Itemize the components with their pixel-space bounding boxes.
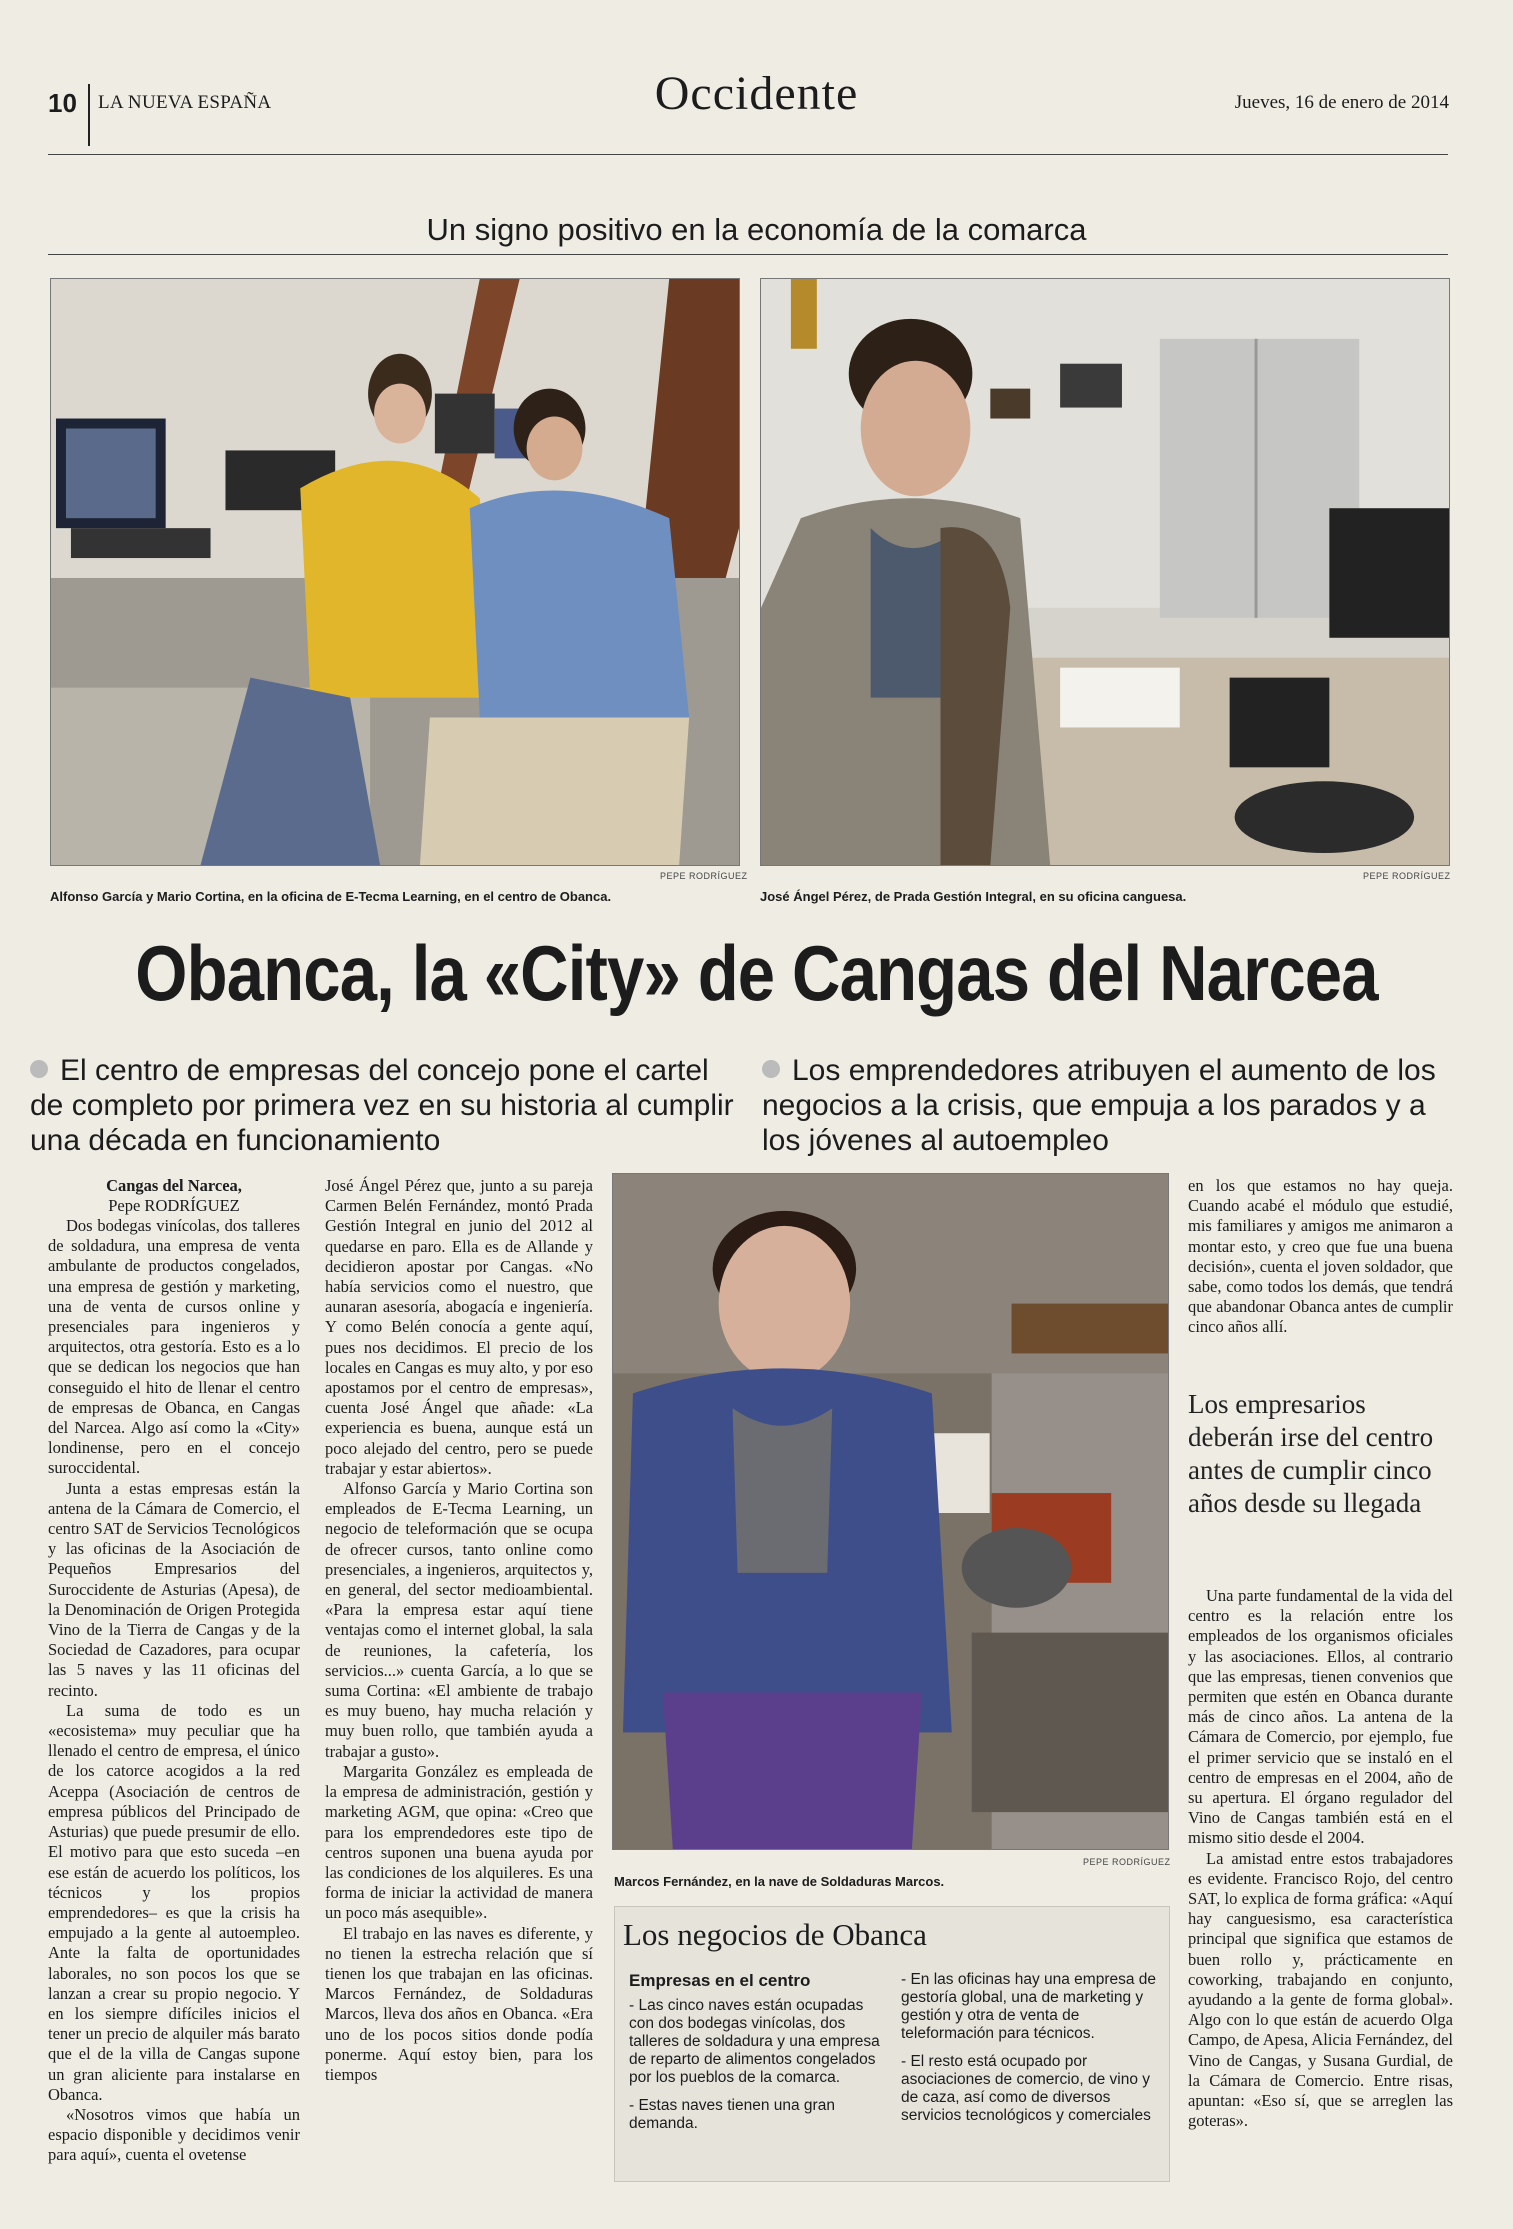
box-column-left: [629, 1997, 891, 2143]
box-item: - Estas naves tienen una gran demanda.: [629, 2097, 835, 2132]
photo-welding-workshop: [612, 1173, 1169, 1850]
photo-office-prada: [760, 278, 1450, 866]
deck-left-text: El centro de empresas del concejo pone el cartel de completo por primera vez en su historia al cumplir una década en funcionamiento: [30, 1054, 734, 1157]
pull-quote: Los empresarios deberán irse del centro antes de cumplir cinco años desde su llegada: [1188, 1389, 1434, 1518]
article-column-4-lower: [1188, 1586, 1453, 2131]
article-column-2: [325, 1176, 593, 2085]
paragraph: Una parte fundamental de la vida del centro es la relación entre los empleados de los organismos oficiales y las asociaciones. Ellos, al contrario que las empresas, tienen convenios que permiten que estén en Obanca durante más de cinco años. La antena de la Cámara de Comercio, por ejemplo, fue el primer servicio que se instaló en el centro de empresas en el 2004, año de su apertura. El órgano regulador del Vino de Cangas también está en el mismo sitio desde el 2004.: [1188, 1586, 1453, 1848]
paragraph: Junta a estas empresas están la antena de la Cámara de Comercio, el centro SAT de Servicios Tecnológicos y las oficinas de la Asociación de Pequeños Empresarios del Suroccidente de Asturias (Apesa), de la Denominación de Origen Protegida Vino de la Tierra de Cangas y de la Sociedad de Cazadores, para ocupar las 5 naves y las 11 oficinas del recinto.: [48, 1478, 300, 1700]
photo-credit-1: PEPE RODRÍGUEZ: [660, 871, 748, 881]
newspaper-name: LA NUEVA ESPAÑA: [98, 92, 272, 113]
photo-office-etecma: [50, 278, 740, 866]
paragraph: Alfonso García y Mario Cortina son empleados de E-Tecma Learning, un negocio de teleformación que se ocupa de ofrecer cursos, tanto online como presenciales, a ingenieros, arquitectos y, en general, del sector medioambiental. «Para la empresa estar aquí tiene ventajas como el internet global, la sala de reuniones, la cafetería, los servicios...» cuenta García, a lo que se suma Cortina: «El ambiente de trabajo es muy bueno, hay mucha relación y muy buen rollo, que también ayuda a trabajar a gusto».: [325, 1479, 593, 1761]
deck-right: [762, 1053, 1462, 1158]
paragraph: La amistad entre estos trabajadores es evidente. Francisco Rojo, del centro SAT, lo explica de forma gráfica: «Aquí hay canguesismo, esa característica principal que significa que estamos de buen rollo y, prácticamente en coworking, trabajando en conjunto, ayudando a la gente de forma global». Algo con lo que están de acuerdo Olga Campo, de Apesa, Alicia Fernández, del Vino de Cangas, y Susana Gurdial, de la Cámara de Comercio. Entre risas, apuntan: «Eso sí, que se arreglen las goteras».: [1188, 1848, 1453, 2131]
deck-right-text: Los emprendedores atribuyen el aumento de los negocios a la crisis, que empuja a los parados y a los jóvenes al autoempleo: [762, 1054, 1436, 1157]
box-item: - Las cinco naves están ocupadas con dos bodegas vinícolas, dos talleres de soldadura y una empresa de reparto de alimentos congelados por los pueblos de la comarca.: [629, 1997, 880, 2086]
paragraph: José Ángel Pérez que, junto a su pareja Carmen Belén Fernández, montó Prada Gestión Integral en junio del 2012 al quedarse en paro. Ella es de Allande y decidieron apostar por Cangas. «No había servicios como el nuestro, que aunaran asesoría, abogacía e ingeniería. Y como Belén conocía a gente aquí, pues nos decidimos. El precio de los locales en Cangas es muy alto, y por eso apostamos por el centro de empresas», cuenta José Ángel que añade: «La experiencia es buena, aunque está un poco alejado del centro, pero se puede trabajar y estar abiertos».: [325, 1176, 593, 1478]
paragraph: «Nosotros vimos que había un espacio disponible y decidimos venir para aquí», cuenta el ovetense: [48, 2104, 300, 2165]
headline: Obanca, la «City» de Cangas del Narcea: [135, 929, 1378, 1017]
paragraph: Dos bodegas vinícolas, dos talleres de soldadura, una empresa de venta ambulante de productos congelados, una empresa de gestión y marketing, una de venta de cursos online y presenciales para ingenieros y arquitectos, otra gestoría. Esto es a lo que se dedican los negocios que han conseguido el hito de llenar el centro de empresas de Obanca, en Cangas del Narcea. Algo así como la «City» londinense, pero en el concejo suroccidental.: [48, 1216, 300, 1478]
paragraph: Margarita González es empleada de la empresa de administración, gestión y marketing AGM, que opina: «Creo que para los emprendedores este tipo de centros suponen una buena ayuda por las condiciones de los alquileres. Es una forma de iniciar la actividad de manera un poco más asequible».: [325, 1761, 593, 1923]
banner-rule: [48, 254, 1448, 255]
deck-left: [30, 1053, 750, 1158]
photo-caption-1: Alfonso García y Mario Cortina, en la oficina de E-Tecma Learning, en el centro de Obanca.: [50, 889, 612, 904]
paragraph: en los que estamos no hay queja. Cuando acabé el módulo que estudié, mis familiares y amigos me animaron a montar esto, y creo que fue una buena decisión», cuenta el joven soldador, que sabe, como todos los demás, que tendrá que abandonar Obanca antes de cumplir cinco años allí.: [1188, 1176, 1453, 1337]
page-number: 10: [48, 88, 77, 118]
photo-credit-3: PEPE RODRÍGUEZ: [1083, 1857, 1171, 1867]
deck-bullet-icon: [30, 1060, 48, 1078]
byline: [48, 1176, 300, 1216]
issue-date: Jueves, 16 de enero de 2014: [1234, 92, 1449, 113]
paragraph: El trabajo en las naves es diferente, y no tienen la estrecha relación que sí tienen los que trabajan en las oficinas. Marcos Fernández, de Soldaduras Marcos, lleva dos años en Obanca. «Era uno de los pocos sitios donde podía ponerme. Aquí estoy bien, para los tiempos: [325, 1923, 593, 2084]
box-item: - En las oficinas hay una empresa de gestoría global, una de marketing y gestión y otra de venta de teleformación para técnicos.: [901, 1971, 1157, 2042]
article-column-4: [1188, 1176, 1453, 1338]
info-box: [614, 1906, 1170, 2182]
box-item: - El resto está ocupado por asociaciones de comercio, de vino y de caza, así como de diversos servicios tecnológicos y comerciales: [901, 2053, 1151, 2124]
section-banner: Un signo positivo en la economía de la comarca: [426, 212, 1087, 247]
photo-caption-2: José Ángel Pérez, de Prada Gestión Integral, en su oficina canguesa.: [760, 889, 1187, 904]
box-subtitle: Empresas en el centro: [629, 1971, 811, 1990]
paragraph: La suma de todo es un «ecosistema» muy peculiar que ha llenado el centro de empresa, el único de los catorce acogidos a la red Aceppa (Asociación de centros de empresa públicos del Principado de Asturias) que puede presumir de ello. El motivo para que esto suceda –en ese están de acuerdo los políticos, los técnicos y los propios emprendedores– es que la crisis ha empujado a la gente al autoempleo. Ante la falta de oportunidades laborales, no son pocos los que se lanzan a crear su propio negocio. Y en los siempre difíciles inicios el tener un precio de alquiler más barato que el de la villa de Cangas supone un gran aliciente para instalarse en Obanca.: [48, 1700, 300, 2104]
photo-caption-3: Marcos Fernández, en la nave de Soldaduras Marcos.: [614, 1874, 945, 1889]
box-column-right: [901, 1971, 1159, 2135]
byline-author: Pepe RODRÍGUEZ: [108, 1196, 240, 1215]
byline-place: Cangas del Narcea,: [106, 1176, 242, 1195]
header-rule: [48, 154, 1448, 155]
photo-credit-2: PEPE RODRÍGUEZ: [1363, 871, 1451, 881]
deck-bullet-icon: [762, 1060, 780, 1078]
box-title: Los negocios de Obanca: [623, 1917, 927, 1952]
section-title: Occidente: [654, 67, 859, 120]
article-column-1: [48, 1176, 300, 2166]
